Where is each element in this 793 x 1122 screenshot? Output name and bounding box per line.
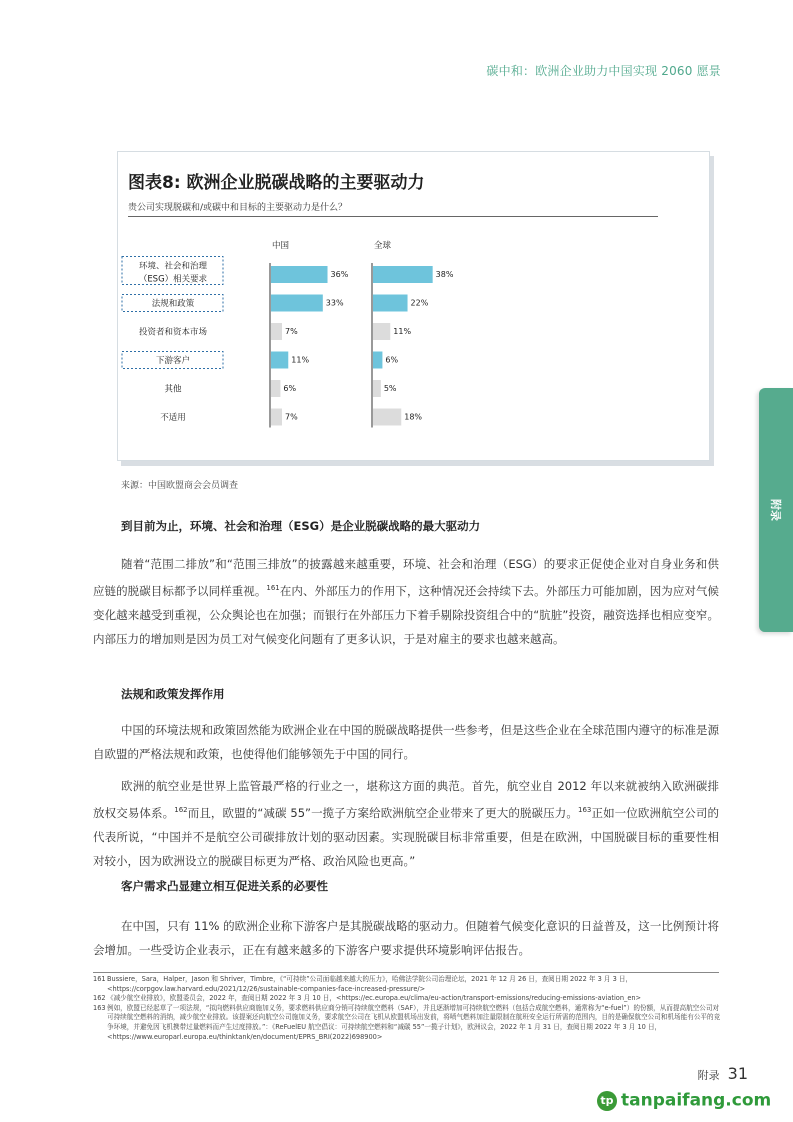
body-paragraph <box>93 774 719 873</box>
footnote-number: 161 <box>93 975 106 983</box>
appendix-side-tab[interactable] <box>759 388 793 632</box>
category-label: 其他 <box>164 384 182 395</box>
bar-value-label: 6% <box>283 384 297 393</box>
footer-section-label: 附录 <box>697 1069 720 1082</box>
paragraph-text: 欧洲的航空业是世界上监管最严格的行业之一，堪称这方面的典范。首先，航空业自 2012 年以来就被纳入欧洲碳排放权交易体系。 <box>93 779 719 820</box>
category-label: 投资者和资本市场 <box>138 327 208 338</box>
bar-value-label: 11% <box>393 327 412 336</box>
series-header: 中国 <box>272 241 290 251</box>
page-footer <box>698 1064 748 1083</box>
bar <box>373 409 401 426</box>
footnote-item <box>93 975 723 994</box>
paragraph-text: 中国的环境法规和政策固然能为欧洲企业在中国的脱碳战略提供一些参考，但是这些企业在全球范围内遵守的标准是源自欧盟的严格法规和政策，也使得他们能够领先于中国的同行。 <box>93 723 719 761</box>
figure-subtitle: 贵公司实现脱碳和/或碳中和目标的主要驱动力是什么？ <box>128 203 348 213</box>
category-label: 法规和政策 <box>151 299 195 309</box>
paragraph-text: 在中国，只有 11% 的欧洲企业称下游客户是其脱碳战略的驱动力。但随着气候变化意识的日益普及，这一比例预计将会增加。一些受访企业表示，正在有越来越多的下游客户要求提供环境影响评估报告。 <box>93 919 719 957</box>
bar <box>373 380 381 397</box>
figure-card <box>117 151 710 461</box>
bar <box>271 380 280 397</box>
section-heading: 客户需求凸显建立相互促进关系的必要性 <box>121 879 328 893</box>
footnote-item <box>93 994 723 1004</box>
footnote-ref[interactable]: 161 <box>266 584 280 592</box>
bar-value-label: 11% <box>291 355 310 365</box>
tp-logo-icon: tp <box>597 1091 617 1111</box>
category-label: 下游客户 <box>155 356 191 366</box>
bar-value-label: 33% <box>325 298 344 308</box>
paragraph-text: 而且，欧盟的“减碳 55”一揽子方案给欧洲航空企业带来了更大的脱碳压力。 <box>187 805 578 820</box>
footnote-number: 163 <box>93 1003 106 1012</box>
footnote-ref[interactable]: 162 <box>174 806 188 814</box>
bar-value-label: 36% <box>330 270 349 279</box>
bar-value-label: 6% <box>385 355 399 365</box>
paragraph-text: 正如一位欧洲航空公司的代表所说，“中国并不是航空公司碳排放计划的驱动因素。实现脱碳目标非常重要，但是在欧洲，中国脱碳目标的重要性相对较小，因为欧洲设立的脱碳目标更为严格、政治风险也更高。” <box>93 805 720 868</box>
bar-chart <box>118 152 709 460</box>
bar <box>271 266 328 283</box>
bar <box>271 352 288 369</box>
footnote-ref[interactable]: 163 <box>577 806 592 814</box>
running-header: 碳中和：欧洲企业助力中国实现 2060 愿景 <box>486 64 721 78</box>
watermark-logo <box>597 1090 771 1114</box>
bar <box>373 266 433 283</box>
bar-value-label: 18% <box>404 412 423 422</box>
bar <box>373 323 390 340</box>
category-label: 不适用 <box>160 413 186 423</box>
paragraph-text: 在内、外部压力的作用下，这种情况还会持续下去。外部压力可能加剧，因为应对气候变化越来越受到重视，公众舆论也在加强；而银行在外部压力下着手剔除投资组合中的“肮脏”投资，融资选择也相应变窄。内部压力的增加则是因为员工对气候变化问题有了更多认识，于是对雇主的要求也越来越高。 <box>93 583 720 646</box>
body-paragraph <box>93 552 719 651</box>
footnote-item <box>93 1004 723 1042</box>
footnote-number: 162 <box>93 994 106 1003</box>
category-label: 环境、社会和治理 <box>138 261 208 272</box>
side-tab-label: 附录 <box>769 499 782 521</box>
section-heading: 法规和政策发挥作用 <box>121 687 225 701</box>
page-number: 31 <box>727 1064 748 1083</box>
bar <box>373 352 382 369</box>
bar-value-label: 5% <box>383 384 397 393</box>
bar <box>373 295 408 312</box>
footnote-text: Bussiere，Sara，Halper，Jason 和 Shriver，Timbre，《“可持续”公司面临越来越大的压力》，哈佛法学院公司治理论坛，2021 年 12 月 26 日，查阅日期 2022 年 3 月 3 日，<https://corpgov.law.harvard.edu/2021/12/26/sustainable-companies-face-increased-pressure/> <box>107 975 633 993</box>
category-label: （ESG）相关要求 <box>138 274 208 285</box>
bar <box>271 409 282 426</box>
footnote-divider <box>93 972 719 973</box>
figure-source: 来源：中国欧盟商会会员调查 <box>121 481 239 491</box>
footnote-text: 例如，欧盟已经起草了一项法规，“拟向燃料供应商施加义务，要求燃料供应商分销可持续航空燃料（SAF），并且逐渐增加可持续航空燃料（包括合成航空燃料，通常称为“e-fuel”）的份额，从而提高航空公司对可持续航空燃料的消纳，减少航空业排放。该提案还向航空公司施加义务，要求航空公司在飞机从欧盟机场出发前，将喷气燃料加注量限制在航班安全运行所需的范围内，目的是确保航空公司和机场能有公平的竞争环境，并避免因飞机携带过量燃料而产生过度排放。”：《ReFuelEU 航空倡议：可持续航空燃料和“减碳 55”一揽子计划》，欧洲议会，2022 年 1 月 31 日，查阅日期 2022 年 3 月 10 日，<https://www.europarl.europa.eu/thinktank/en/document/EPRS_BRI(2022)698900> <box>107 1003 721 1041</box>
bar <box>271 323 282 340</box>
body-paragraph <box>93 914 719 962</box>
footnotes <box>93 975 723 1042</box>
bar-value-label: 7% <box>284 412 298 422</box>
bar-value-label: 22% <box>410 298 429 308</box>
watermark-text: tanpaifang.com <box>621 1090 772 1111</box>
section-heading: 到目前为止，环境、社会和治理（ESG）是企业脱碳战略的最大驱动力 <box>121 519 481 533</box>
body-paragraph <box>93 718 719 766</box>
figure-title: 图表8: 欧洲企业脱碳战略的主要驱动力 <box>128 173 425 193</box>
series-header: 全球 <box>374 241 392 251</box>
bar <box>271 295 323 312</box>
footnote-text: 《减少航空业排放》，欧盟委员会，2022 年，查阅日期 2022 年 3 月 10 日，<https://ec.europa.eu/clima/eu-action/transport-emissions/reducing-emissions-aviation_en> <box>107 994 642 1003</box>
bar-value-label: 38% <box>435 270 454 279</box>
paragraph-text: 随着“范围二排放”和“范围三排放”的披露越来越重要，环境、社会和治理（ESG）的要求正促使企业对自身业务和供应链的脱碳目标都予以同样重视。 <box>93 557 719 598</box>
bar-value-label: 7% <box>284 327 298 336</box>
